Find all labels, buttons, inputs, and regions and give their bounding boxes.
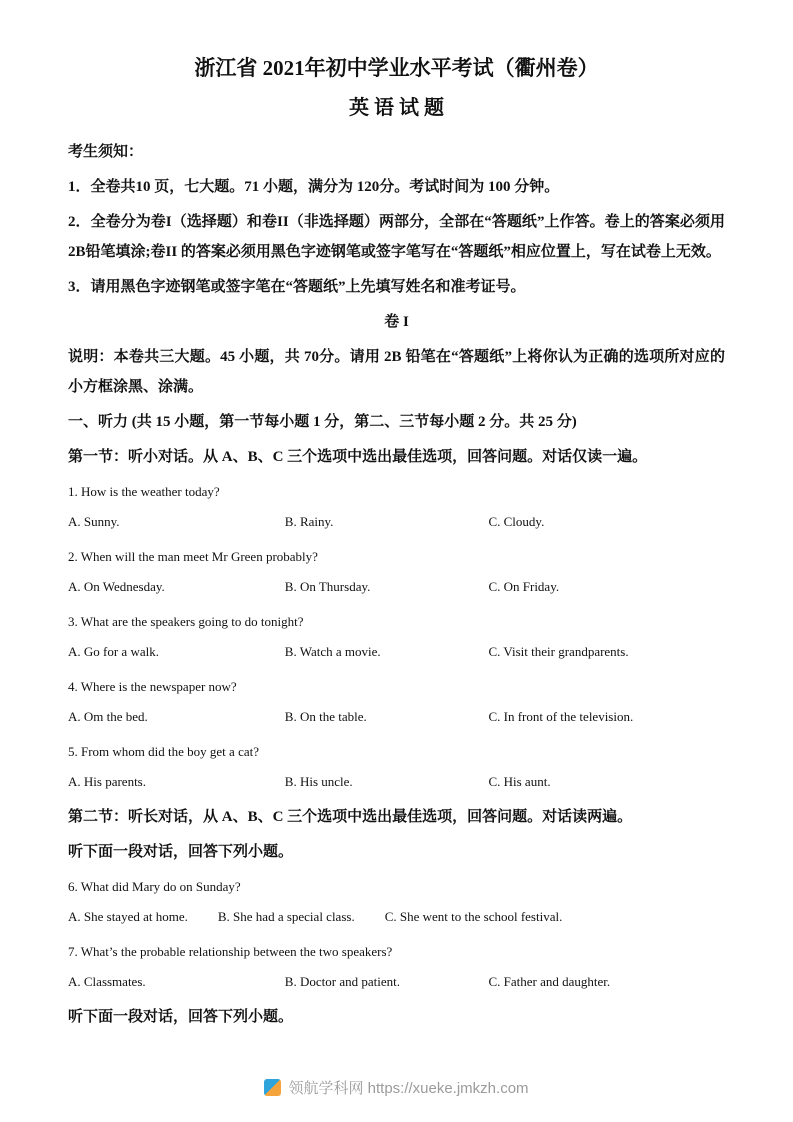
- question-text: 7. What’s the probable relationship between the two speakers?: [68, 944, 393, 960]
- question-block-3: [68, 607, 725, 667]
- notice-item-2: 2．全卷分为卷I（选择题）和卷II（非选择题）两部分，全部在“答题纸”上作答。卷上的答案必须用 2B铅笔填涂;卷II 的答案必须用黑色字迹钢笔或签字笔写在“答题纸”相应位置上，写在试卷上无效。: [68, 214, 725, 261]
- option-c: C. Visit their grandparents.: [488, 644, 629, 660]
- dialog-prompt-1: 听下面一段对话，回答下列小题。: [68, 844, 294, 861]
- question-text: 5. From whom did the boy get a cat?: [68, 744, 259, 760]
- option-b: B. Watch a movie.: [284, 644, 381, 660]
- option-b: B. She had a special class.: [217, 909, 355, 925]
- option-b: B. Doctor and patient.: [284, 974, 400, 990]
- option-b: B. Rainy.: [284, 514, 334, 530]
- option-c: C. She went to the school festival.: [384, 909, 563, 925]
- paper1-instructions: 说明：本卷共三大题。45 小题，共 70分。请用 2B 铅笔在“答题纸”上将你认为正确的选项所对应的小方框涂黑、涂满。: [68, 349, 725, 396]
- paper-subtitle: 英 语 试 题: [349, 97, 444, 120]
- option-a: A. Classmates.: [68, 974, 146, 990]
- question-options: [68, 572, 725, 602]
- question-options: [68, 902, 725, 932]
- option-a: A. His parents.: [68, 774, 146, 790]
- option-b: B. His uncle.: [284, 774, 353, 790]
- question-block-5: [68, 737, 725, 797]
- option-a: A. She stayed at home.: [68, 909, 188, 925]
- option-a: A. Sunny.: [68, 514, 120, 530]
- question-block-7: [68, 937, 725, 997]
- watermark-footer: [0, 1077, 793, 1098]
- question-block-2: [68, 542, 725, 602]
- option-a: A. Om the bed.: [68, 709, 148, 725]
- question-text: 4. Where is the newspaper now?: [68, 679, 237, 695]
- option-b: B. On Thursday.: [284, 579, 371, 595]
- option-c: C. In front of the television.: [488, 709, 634, 725]
- notice-item-3: 3．请用黑色字迹钢笔或签字笔在“答题纸”上先填写姓名和准考证号。: [68, 279, 526, 296]
- listening-part2-intro: 第二节：听长对话，从 A、B、C 三个选项中选出最佳选项，回答问题。对话读两遍。: [68, 809, 633, 826]
- option-b: B. On the table.: [284, 709, 367, 725]
- option-a: A. On Wednesday.: [68, 579, 165, 595]
- paper1-heading: 卷 I: [384, 314, 409, 331]
- question-text: 2. When will the man meet Mr Green probably?: [68, 549, 318, 565]
- question-block-6: [68, 872, 725, 932]
- question-options: [68, 967, 725, 997]
- question-options: [68, 767, 725, 797]
- notice-item-1: 1．全卷共10 页，七大题。71 小题，满分为 120分。考试时间为 100 分钟。: [68, 179, 560, 196]
- question-text: 3. What are the speakers going to do tonight?: [68, 614, 304, 630]
- question-block-4: [68, 672, 725, 732]
- option-c: C. On Friday.: [488, 579, 560, 595]
- dialog-prompt-2: 听下面一段对话，回答下列小题。: [68, 1009, 294, 1026]
- question-text: 6. What did Mary do on Sunday?: [68, 879, 241, 895]
- notice-heading: 考生须知：: [68, 144, 144, 161]
- option-c: C. Cloudy.: [488, 514, 545, 530]
- paper-title: 浙江省 2021年初中学业水平考试（衢州卷）: [194, 56, 599, 80]
- listening-section-heading: 一、听力 (共 15 小题，第一节每小题 1 分，第二、三节每小题 2 分。共 25 分): [68, 414, 577, 431]
- footer-logo-icon: [264, 1079, 281, 1096]
- option-c: C. His aunt.: [488, 774, 551, 790]
- option-c: C. Father and daughter.: [488, 974, 611, 990]
- question-options: [68, 507, 725, 537]
- question-block-1: [68, 477, 725, 537]
- question-options: [68, 637, 725, 667]
- question-options: [68, 702, 725, 732]
- listening-part1-intro: 第一节：听小对话。从 A、B、C 三个选项中选出最佳选项，回答问题。对话仅读一遍。: [68, 449, 648, 466]
- footer-site-text: 领航学科网 https://xueke.jmkzh.com: [288, 1080, 529, 1097]
- option-a: A. Go for a walk.: [68, 644, 159, 660]
- question-text: 1. How is the weather today?: [68, 484, 220, 500]
